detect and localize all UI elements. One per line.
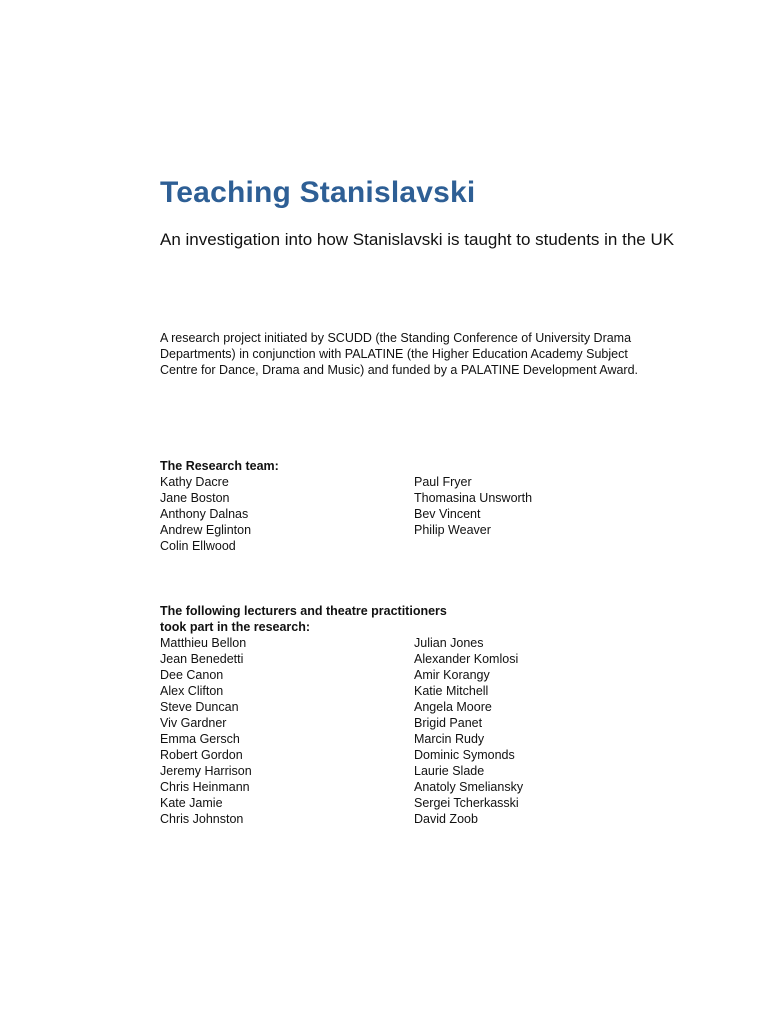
intro-line: Departments) in conjunction with PALATINE (the Higher Education Academy Subject — [160, 347, 628, 361]
research-team-columns — [160, 474, 680, 553]
research-team-section — [160, 458, 680, 553]
participants-right-column — [414, 635, 523, 827]
participants-left-column — [160, 635, 252, 827]
name-list-item: Dee Canon — [160, 668, 224, 682]
name-list-item: Anthony Dalnas — [160, 507, 249, 521]
name-list-item: Emma Gersch — [160, 732, 240, 746]
name-list-item: Colin Ellwood — [160, 539, 236, 553]
name-list-item: Amir Korangy — [414, 668, 490, 682]
name-list-item: Marcin Rudy — [414, 732, 485, 746]
name-list-item: Steve Duncan — [160, 700, 239, 714]
participants-section — [160, 603, 680, 826]
name-list-item: Kathy Dacre — [160, 475, 229, 489]
participants-heading: The following lecturers and theatre practitioners took part in the research: — [160, 604, 447, 634]
name-list-item: David Zoob — [414, 812, 478, 826]
name-list-item: Philip Weaver — [414, 523, 491, 537]
name-list-item: Andrew Eglinton — [160, 523, 252, 537]
participants-columns — [160, 635, 680, 826]
name-list-item: Katie Mitchell — [414, 684, 489, 698]
research-team-heading: The Research team: — [160, 459, 279, 473]
intro-line: A research project initiated by SCUDD (the Standing Conference of University Drama — [160, 331, 632, 345]
name-list-item: Jane Boston — [160, 491, 230, 505]
name-list-item: Thomasina Unsworth — [414, 491, 533, 505]
name-list-item: Sergei Tcherkasski — [414, 796, 519, 810]
research-team-left-column — [160, 474, 251, 554]
document-subtitle: An investigation into how Stanislavski is taught to students in the UK — [160, 230, 675, 249]
name-list-item: Chris Heinmann — [160, 780, 250, 794]
name-list-item: Dominic Symonds — [414, 748, 515, 762]
name-list-item: Alex Clifton — [160, 684, 224, 698]
name-list-item: Viv Gardner — [160, 716, 227, 730]
name-list-item: Jean Benedetti — [160, 652, 244, 666]
name-list-item: Paul Fryer — [414, 475, 472, 489]
intro-paragraph — [160, 330, 680, 378]
name-list-item: Jeremy Harrison — [160, 764, 252, 778]
name-list-item: Bev Vincent — [414, 507, 481, 521]
name-list-item: Robert Gordon — [160, 748, 243, 762]
name-list-item: Kate Jamie — [160, 796, 223, 810]
name-list-item: Anatoly Smeliansky — [414, 780, 524, 794]
name-list-item: Matthieu Bellon — [160, 636, 247, 650]
name-list-item: Chris Johnston — [160, 812, 244, 826]
name-list-item: Laurie Slade — [414, 764, 485, 778]
name-list-item: Alexander Komlosi — [414, 652, 519, 666]
document-title: Teaching Stanislavski — [160, 176, 476, 209]
name-list-item: Julian Jones — [414, 636, 484, 650]
research-team-right-column — [414, 474, 532, 538]
name-list-item: Angela Moore — [414, 700, 492, 714]
intro-line: Centre for Dance, Drama and Music) and funded by a PALATINE Development Award. — [160, 363, 639, 377]
name-list-item: Brigid Panet — [414, 716, 483, 730]
